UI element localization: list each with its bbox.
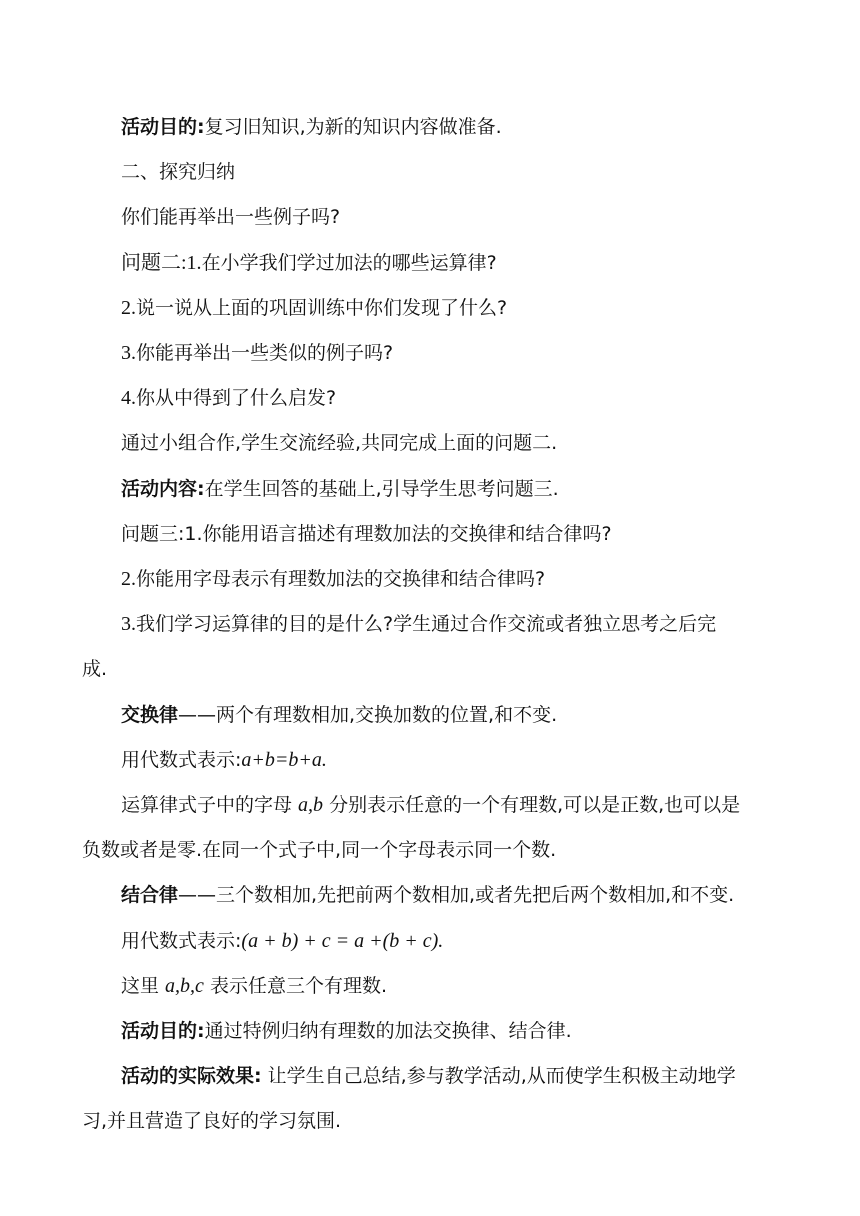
item-number: 2. [121,297,136,319]
question-2-item-4 [121,385,336,411]
item-number: 2. [121,568,136,590]
question-2-item-4-text: 你从中得到了什么启发? [136,387,337,409]
commutative-formula-line [121,747,327,773]
variables-explanation [121,973,387,999]
letters-variables: a,b [298,794,324,816]
activity-goal-paragraph [121,114,502,140]
activity-goal-text: 通过特例归纳有理数的加法交换律、结合律. [204,1020,572,1042]
commutative-law-label: 交换律 [121,704,179,726]
activity-content-text: 在学生回答的基础上,引导学生思考问题三. [204,478,559,500]
section-heading: 二、探究归纳 [121,161,236,183]
question-3-item-3 [121,611,716,637]
activity-effect-text: 让学生自己总结,参与教学活动,从而使学生积极主动地学 [261,1065,736,1087]
variables-post-text: 表示任意三个有理数. [203,975,388,997]
question-2-prefix: 问题二:1. [121,252,202,274]
associative-law-paragraph [121,882,734,908]
question-2-item-3 [121,340,393,366]
activity-goal-text: 复习旧知识,为新的知识内容做准备. [204,116,502,138]
question-3-item-3-text: 我们学习运算律的目的是什么?学生通过合作交流或者独立思考之后完 [136,613,717,635]
question-3-item-3-continued: 成. [82,658,108,680]
associative-law-label: 结合律 [121,884,179,906]
associative-law-text: ——三个数相加,先把前两个数相加,或者先把后两个数相加,和不变. [178,884,735,906]
item-number: 3. [121,613,136,635]
item-number: 3. [121,342,136,364]
item-number: 4. [121,387,136,409]
activity-goal-paragraph-2 [121,1018,572,1044]
commutative-law-text: ——两个有理数相加,交换加数的位置,和不变. [178,704,558,726]
question-3-item-1-text: 你能用语言描述有理数加法的交换律和结合律吗? [202,523,612,545]
formula-label: 用代数式表示: [121,749,242,771]
activity-effect-continued: 习,并且营造了良好的学习氛围. [82,1110,342,1132]
examples-question: 你们能再举出一些例子吗? [121,206,341,228]
question-3-item-1 [121,521,612,547]
question-2-item-2 [121,295,507,321]
commutative-law-paragraph [121,702,557,728]
question-2-item-3-text: 你能再举出一些类似的例子吗? [136,342,394,364]
letters-post-text: 分别表示任意的一个有理数,可以是正数,也可以是 [323,794,741,816]
letters-pre-text: 运算律式子中的字母 [121,794,299,816]
question-3-prefix: 问题三:1. [121,523,203,545]
commutative-formula: a+b=b+a. [241,749,327,771]
activity-goal-label: 活动目的: [121,1020,205,1042]
question-2-item-1-text: 在小学我们学过加法的哪些运算律? [201,252,497,274]
activity-content-paragraph [121,476,559,502]
associative-formula: (a + b) + c = a +(b + c). [241,930,444,952]
question-2-item-1 [121,250,497,276]
activity-effect-label: 活动的实际效果: [121,1065,262,1087]
variables-list: a,b,c [165,975,204,997]
letters-explanation-line-2: 负数或者是零.在同一个式子中,同一个字母表示同一个数. [82,839,557,861]
question-3-item-2-text: 你能用字母表示有理数加法的交换律和结合律吗? [136,568,546,590]
activity-effect-paragraph [121,1063,736,1089]
question-3-item-2 [121,566,545,592]
question-2-item-2-text: 说一说从上面的巩固训练中你们发现了什么? [136,297,508,319]
formula-label: 用代数式表示: [121,930,242,952]
variables-pre-text: 这里 [121,975,166,997]
activity-goal-label: 活动目的: [121,116,205,138]
associative-formula-line [121,928,443,954]
letters-explanation-line-1 [121,792,740,818]
group-work-paragraph: 通过小组合作,学生交流经验,共同完成上面的问题二. [121,432,558,454]
activity-content-label: 活动内容: [121,478,205,500]
